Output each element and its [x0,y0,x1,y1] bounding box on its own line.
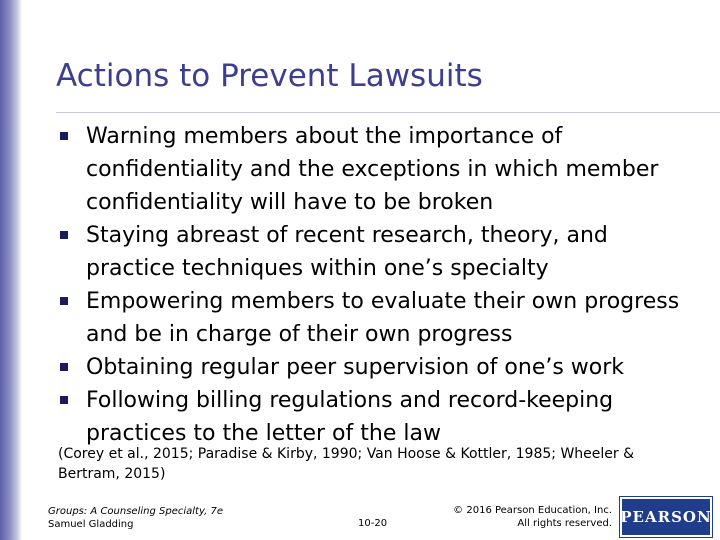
bullet-item [60,120,700,219]
bullet-item [60,384,700,450]
footer-author: Samuel Gladding [48,519,134,530]
citation: (Corey et al., 2015; Paradise & Kirby, 1990; Van Hoose & Kottler, 1985; Wheeler & Bertram, 2015) [58,446,635,482]
bullet-item [60,219,700,285]
bullet-text: Empowering members to evaluate their own progress and be in charge of their own progress [86,289,680,347]
square-bullet-icon [60,132,68,140]
footer-copyright [440,504,612,530]
left-gradient-band [0,0,22,540]
bullet-text: Warning members about the importance of confidentiality and the exceptions in which member confidentiality will have to be broken [86,124,659,215]
bullet-item [60,285,700,351]
bullet-item [60,351,700,384]
square-bullet-icon [60,231,68,239]
bullet-text: Following billing regulations and record-keeping practices to the letter of the law [86,388,614,446]
square-bullet-icon [60,363,68,371]
slide-title: Actions to Prevent Lawsuits [56,58,483,94]
footer-page-number: 10-20 [358,518,388,529]
square-bullet-icon [60,297,68,305]
square-bullet-icon [60,396,68,404]
footer-book-title: Groups: A Counseling Specialty, 7e [48,506,223,517]
bullet-list [60,120,700,450]
bullet-text: Obtaining regular peer supervision of one’s work [86,355,625,380]
title-divider [56,112,720,113]
pearson-logo [620,497,712,537]
footer-book-info [48,505,223,531]
copyright-text: © 2016 Pearson Education, Inc. [453,505,612,516]
bullet-text: Staying abreast of recent research, theory, and practice techniques within one’s specialty [86,223,608,281]
rights-text: All rights reserved. [517,518,612,529]
logo-text: PEARSON [620,508,712,526]
